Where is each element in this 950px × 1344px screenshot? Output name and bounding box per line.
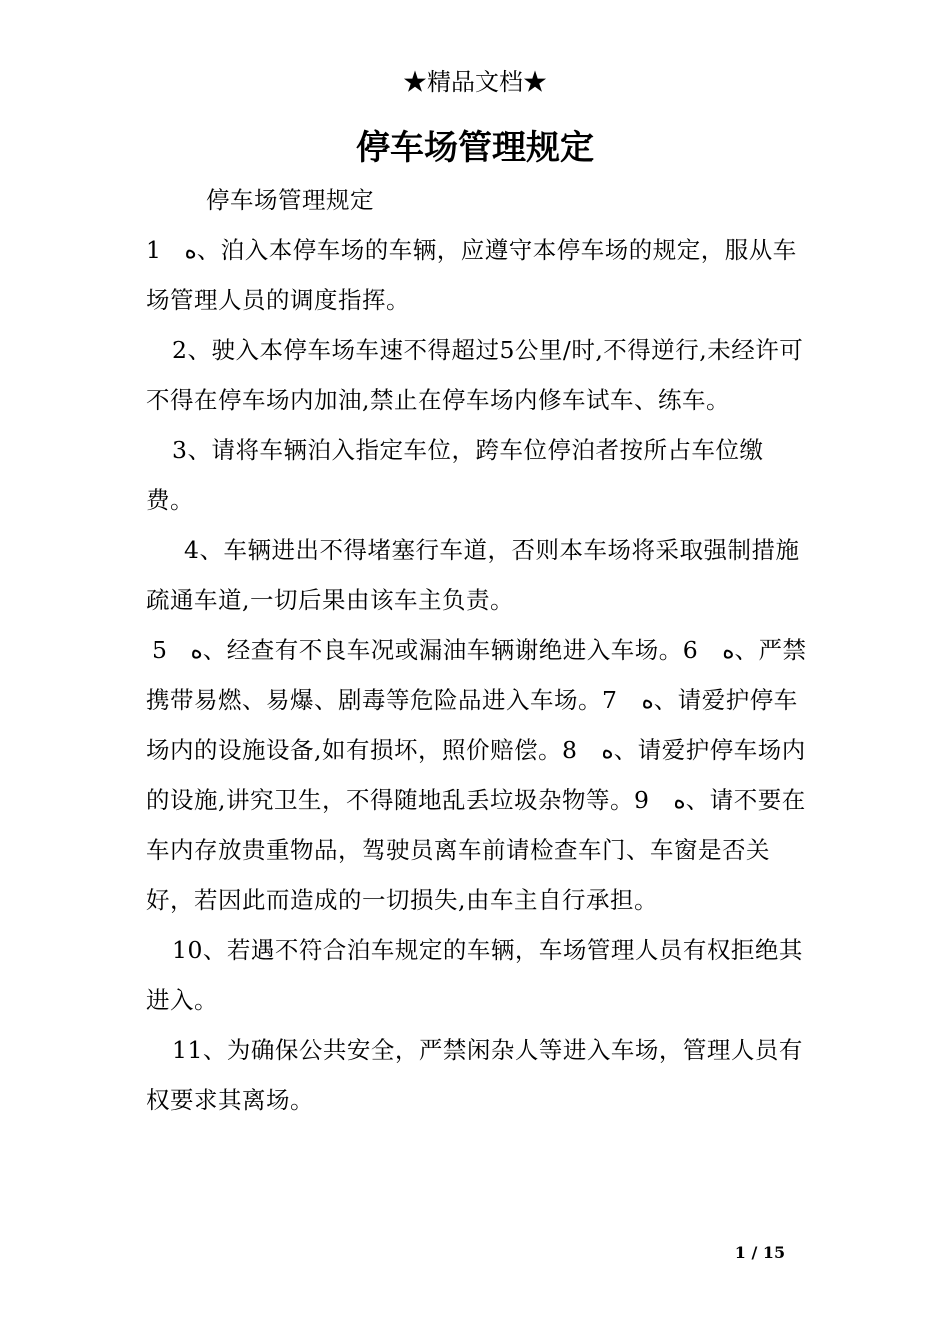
page-number: 1 / 15 bbox=[734, 1243, 786, 1262]
rule-paragraph: 1 ﻩ、泊入本停车场的车辆，应遵守本停车场的规定，服从车场管理人员的调度指挥。 bbox=[146, 236, 797, 314]
header-mark: ★精品文档★ bbox=[403, 68, 547, 96]
document-body bbox=[146, 175, 810, 1125]
document-title: 停车场管理规定 bbox=[356, 128, 594, 168]
rule-paragraph: 10、若遇不符合泊车规定的车辆，车场管理人员有权拒绝其进入。 bbox=[146, 936, 803, 1014]
rule-paragraph: 5 ﻩ、经查有不良车况或漏油车辆谢绝进入车场。6 ﻩ、严禁携带易燃、易爆、剧毒等危险品进入车场。7 ﻩ、请爱护停车场内的设施设备,如有损坏，照价赔偿。8 ﻩ、请爱护停车场内的设施,讲究卫生，不得随地乱丢垃圾杂物等。9 ﻩ、请不要在车内存放贵重物品，驾驶员离车前请检查车门、车窗是否关好，若因此而造成的一切损失,由车主自行承担。 bbox=[146, 636, 807, 914]
rule-paragraph: 3、请将车辆泊入指定车位，跨车位停泊者按所占车位缴费。 bbox=[146, 436, 764, 514]
document-subtitle: 停车场管理规定 bbox=[206, 186, 374, 214]
rule-paragraph: 2、驶入本停车场车速不得超过5公里/时,不得逆行,未经许可不得在停车场内加油,禁止在停车场内修车试车、练车。 bbox=[146, 336, 804, 414]
rule-paragraph: 11、为确保公共安全，严禁闲杂人等进入车场，管理人员有权要求其离场。 bbox=[146, 1036, 803, 1114]
rule-paragraph: 4、车辆进出不得堵塞行车道，否则本车场将采取强制措施疏通车道,一切后果由该车主负责。 bbox=[146, 536, 800, 614]
